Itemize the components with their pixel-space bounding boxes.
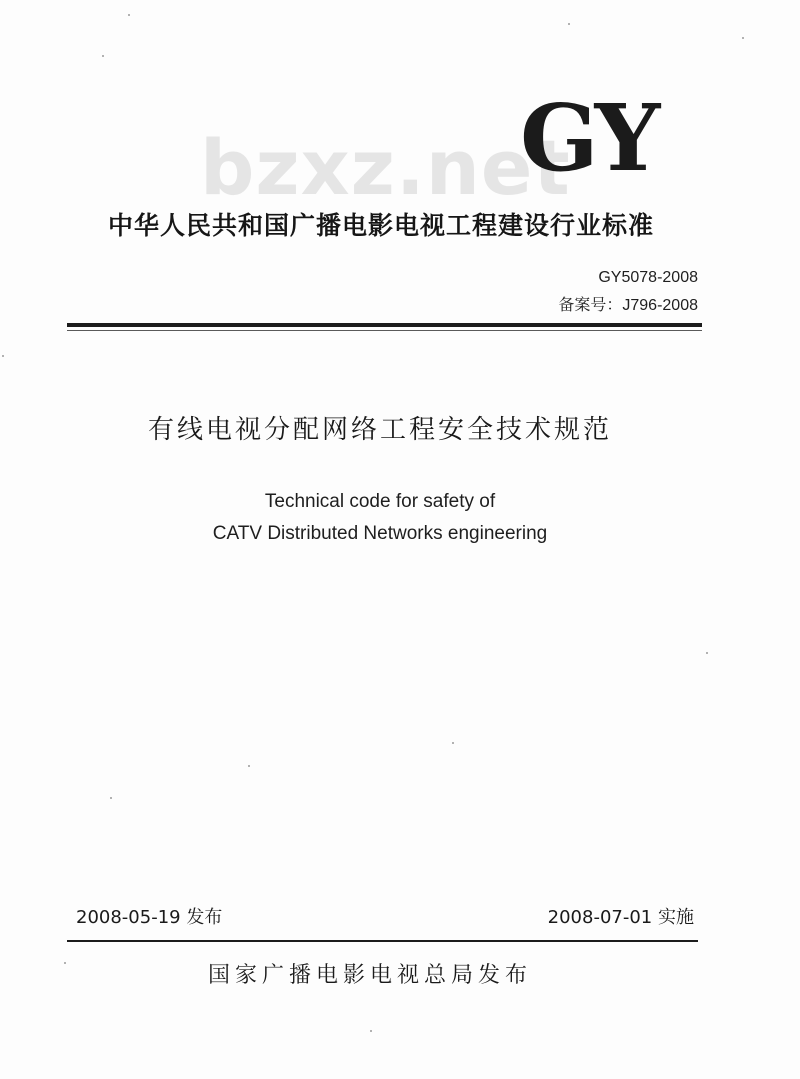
scan-speck <box>128 14 130 16</box>
scan-speck <box>2 355 4 357</box>
footer-divider <box>67 940 698 942</box>
record-number: 备案号：J796-2008 <box>558 297 698 314</box>
scan-speck <box>248 765 250 767</box>
scan-speck <box>370 1030 372 1032</box>
document-title-chinese: 有线电视分配网络工程安全技术规范 <box>147 415 612 445</box>
scan-speck <box>452 742 454 744</box>
scan-speck <box>102 55 104 57</box>
implementation-date: 2008-07-01 实施 <box>547 907 694 928</box>
standard-type-heading: 中华人民共和国广播电影电视工程建设行业标准 <box>108 211 655 240</box>
scan-speck <box>64 962 66 964</box>
header-divider-thin <box>67 330 702 331</box>
issue-date: 2008-05-19 发布 <box>76 907 223 928</box>
standard-code-block <box>558 264 698 320</box>
scan-speck <box>110 797 112 799</box>
watermark: bzxz.net <box>200 123 571 212</box>
english-title-line-2: CATV Distributed Networks engineering <box>212 523 548 544</box>
standard-code: GY5078-2008 <box>598 269 698 286</box>
scan-speck <box>742 37 744 39</box>
scan-speck <box>706 652 708 654</box>
document-title-english <box>0 486 760 550</box>
english-title-line-1: Technical code for safety of <box>264 491 496 512</box>
publisher: 国家广播电影电视总局发布 <box>207 963 532 988</box>
scan-speck <box>568 23 570 25</box>
gy-logo: GY <box>520 84 657 192</box>
header-divider-thick <box>67 323 702 327</box>
